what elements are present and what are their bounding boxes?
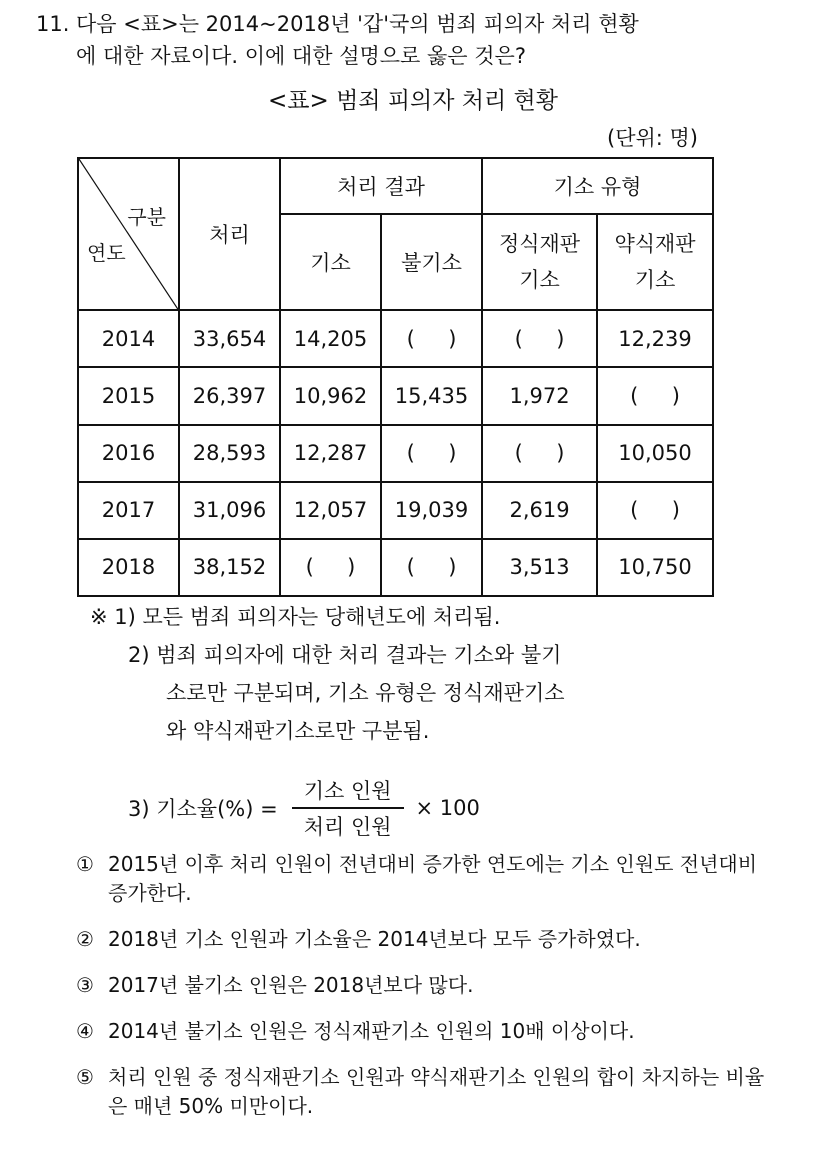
cell-summary: 12,239 (597, 310, 713, 367)
cell-processed: 28,593 (179, 425, 280, 482)
choice-4[interactable] (76, 1017, 776, 1046)
cell-summary: ( ) (597, 367, 713, 424)
cell-indicted: ( ) (280, 539, 381, 596)
choice-5[interactable] (76, 1063, 776, 1121)
cell-year: 2014 (78, 310, 179, 367)
header-summary-trial (597, 214, 713, 310)
header-summary-line2: 기소 (634, 268, 676, 293)
formula-denominator: 처리 인원 (303, 815, 392, 839)
table-row (78, 425, 713, 482)
table-notes (90, 598, 565, 750)
cell-formal: 3,513 (482, 539, 597, 596)
table-row (78, 310, 713, 367)
header-not-indicted: 불기소 (381, 214, 482, 310)
cell-year: 2017 (78, 482, 179, 539)
table-row (78, 482, 713, 539)
cell-indicted: 14,205 (280, 310, 381, 367)
cell-not-indicted: ( ) (381, 310, 482, 367)
question-stem (36, 8, 796, 72)
question-text-line1: 다음 <표>는 2014~2018년 '갑'국의 범죄 피의자 처리 현황 (76, 12, 639, 36)
formula-fraction (292, 775, 404, 841)
diagonal-line (79, 159, 178, 309)
choice-text: 2017년 불기소 인원은 2018년보다 많다. (108, 973, 474, 997)
cell-indicted: 10,962 (280, 367, 381, 424)
choice-marker: ⑤ (76, 1065, 94, 1089)
header-type-group: 기소 유형 (482, 158, 713, 214)
choice-text: 2015년 이후 처리 인원이 전년대비 증가한 연도에는 기소 인원도 전년대비 증가한다. (108, 852, 758, 905)
header-summary-line1: 약식재판 (614, 232, 696, 257)
cell-summary: 10,050 (597, 425, 713, 482)
note-1: ※ 1) 모든 범죄 피의자는 당해년도에 처리됨. (90, 605, 501, 629)
choice-marker: ④ (76, 1019, 94, 1043)
cell-summary: ( ) (597, 482, 713, 539)
cell-indicted: 12,287 (280, 425, 381, 482)
question-text-line2: 에 대한 자료이다. 이에 대한 설명으로 옳은 것은? (76, 44, 526, 68)
corner-year-label: 연도 (87, 241, 126, 265)
crime-suspect-table (77, 157, 714, 597)
cell-not-indicted: ( ) (381, 539, 482, 596)
cell-formal: 1,972 (482, 367, 597, 424)
formula-multiplier: × 100 (415, 796, 480, 820)
cell-year: 2016 (78, 425, 179, 482)
cell-formal: ( ) (482, 310, 597, 367)
header-formal-line2: 기소 (519, 268, 560, 293)
note-2-line1: 2) 범죄 피의자에 대한 처리 결과는 기소와 불기 (128, 643, 562, 667)
cell-formal: ( ) (482, 425, 597, 482)
header-result-group: 처리 결과 (280, 158, 482, 214)
note-2-line2: 소로만 구분되며, 기소 유형은 정식재판기소 (166, 681, 565, 705)
question-number: 11. (36, 12, 70, 36)
cell-not-indicted: ( ) (381, 425, 482, 482)
cell-year: 2018 (78, 539, 179, 596)
header-indicted: 기소 (280, 214, 381, 310)
cell-not-indicted: 15,435 (381, 367, 482, 424)
choice-marker: ① (76, 852, 94, 876)
choice-1[interactable] (76, 850, 776, 908)
choice-text: 2018년 기소 인원과 기소율은 2014년보다 모두 증가하였다. (108, 927, 641, 951)
formula-label: 3) 기소율(%) = (128, 797, 278, 821)
choice-2[interactable] (76, 925, 776, 954)
choice-marker: ③ (76, 973, 94, 997)
choice-text: 2014년 불기소 인원은 정식재판기소 인원의 10배 이상이다. (108, 1019, 635, 1043)
cell-processed: 38,152 (179, 539, 280, 596)
choice-3[interactable] (76, 971, 776, 1000)
cell-processed: 31,096 (179, 482, 280, 539)
formula-numerator: 기소 인원 (292, 775, 404, 809)
table-title: <표> 범죄 피의자 처리 현황 (268, 88, 558, 114)
corner-category-label: 구분 (127, 205, 166, 229)
cell-not-indicted: 19,039 (381, 482, 482, 539)
cell-summary: 10,750 (597, 539, 713, 596)
choice-marker: ② (76, 927, 94, 951)
corner-header (78, 158, 179, 310)
cell-processed: 33,654 (179, 310, 280, 367)
cell-formal: 2,619 (482, 482, 597, 539)
table-row (78, 539, 713, 596)
indictment-rate-formula (128, 775, 480, 841)
header-processed: 처리 (179, 158, 280, 310)
header-formal-trial (482, 214, 597, 310)
cell-processed: 26,397 (179, 367, 280, 424)
header-formal-line1: 정식재판 (498, 232, 581, 257)
note-2-line3: 와 약식재판기소로만 구분됨. (166, 719, 430, 743)
choice-text: 처리 인원 중 정식재판기소 인원과 약식재판기소 인원의 합이 차지하는 비율은 매년 50% 미만이다. (108, 1065, 765, 1118)
cell-indicted: 12,057 (280, 482, 381, 539)
cell-year: 2015 (78, 367, 179, 424)
answer-choices (76, 850, 776, 1138)
table-row (78, 367, 713, 424)
table-unit: (단위: 명) (607, 126, 698, 150)
